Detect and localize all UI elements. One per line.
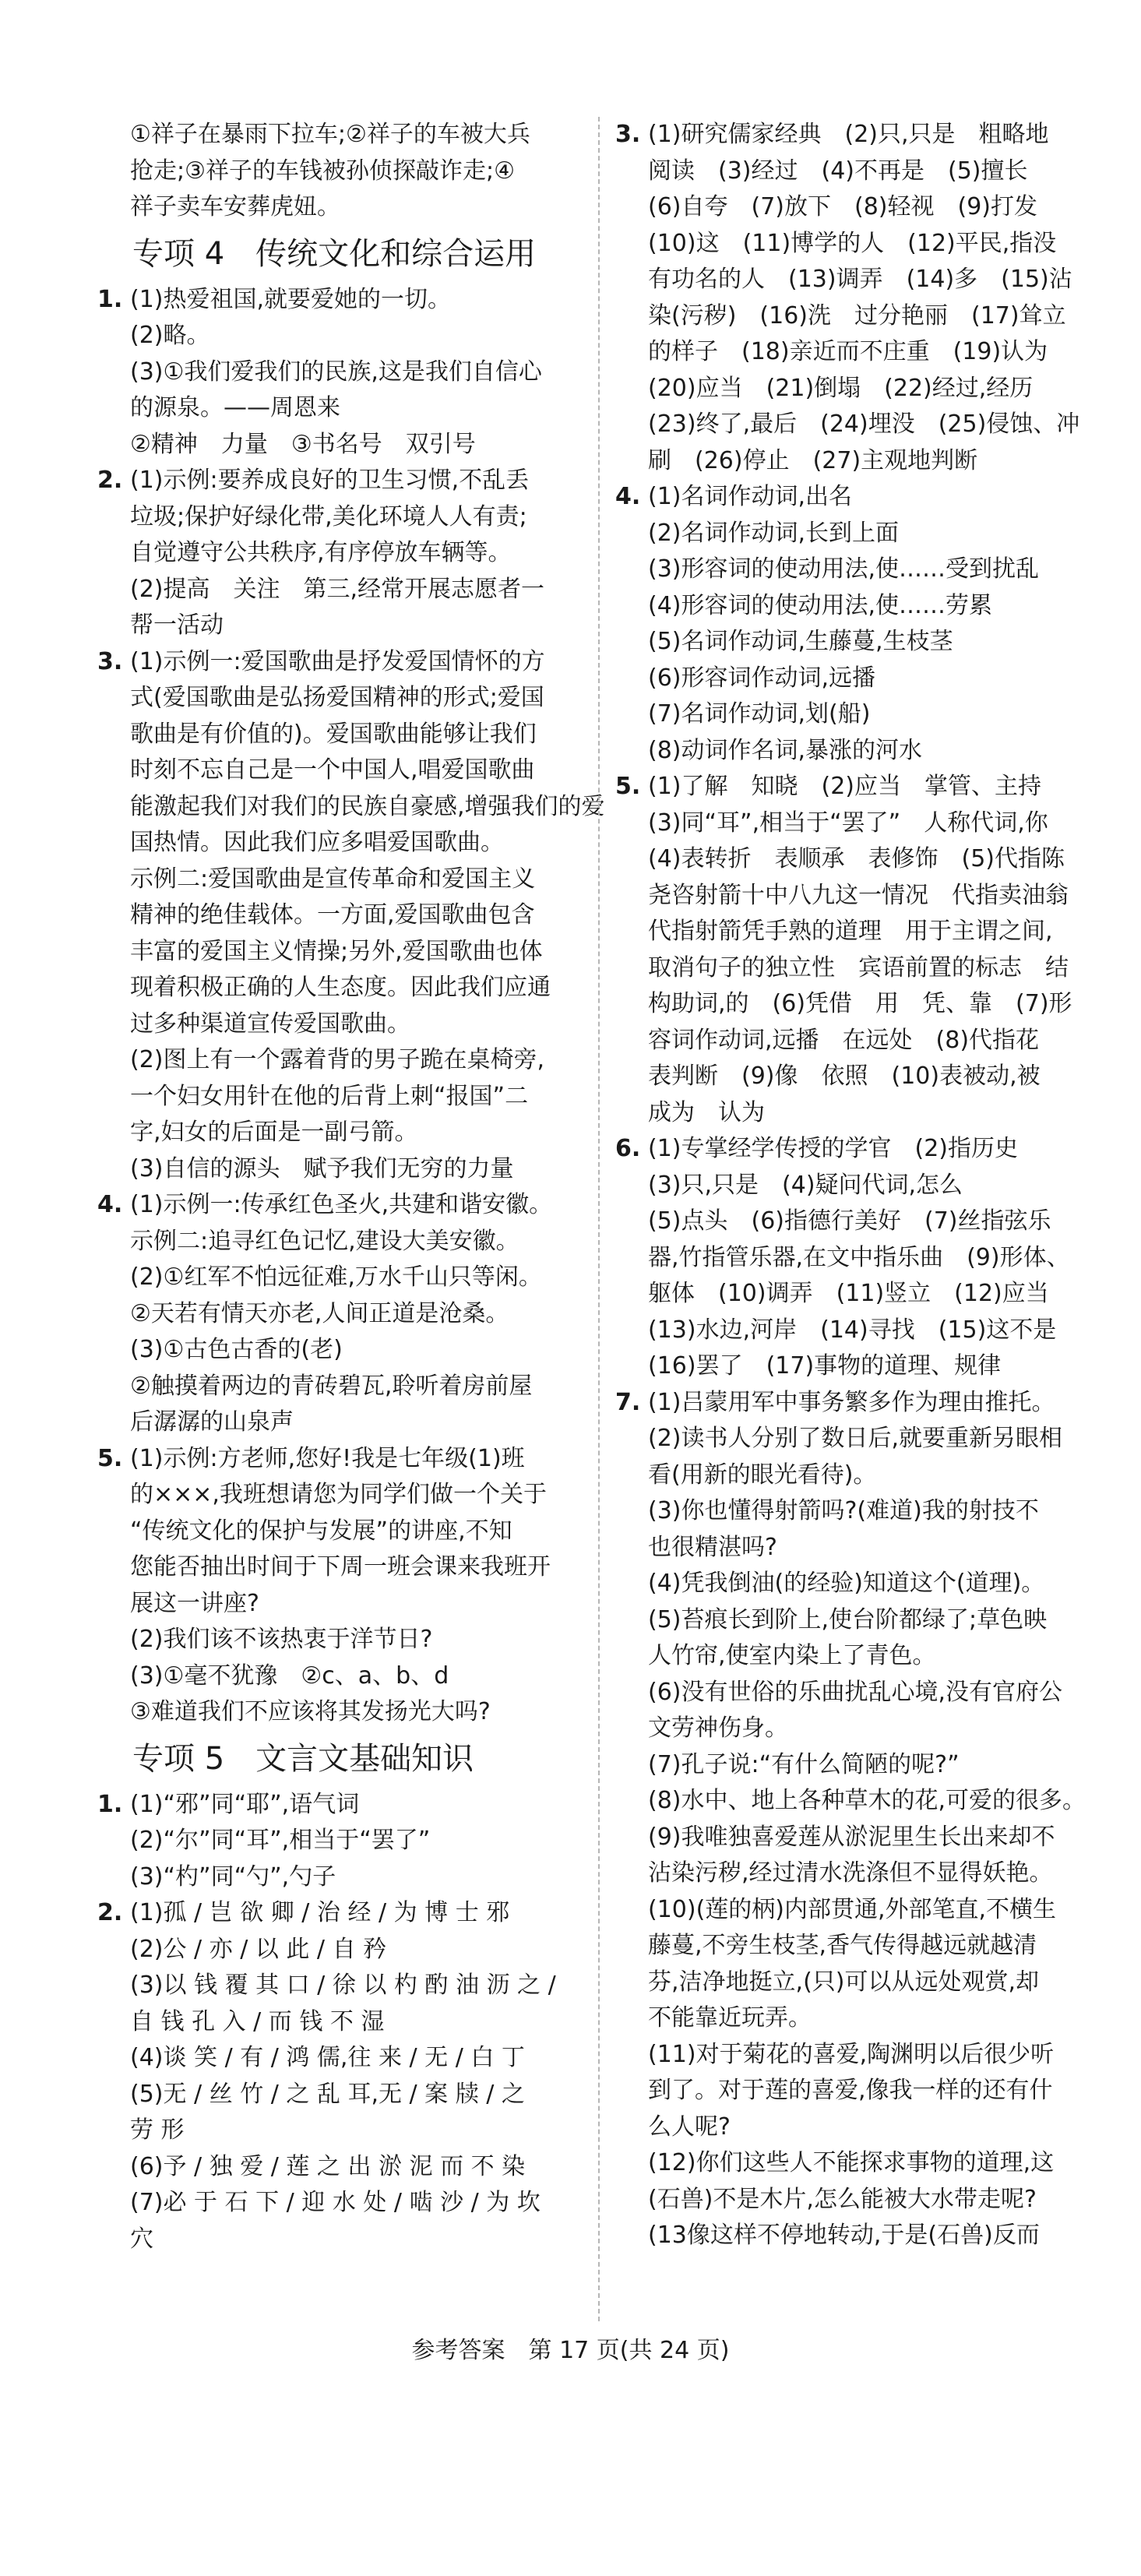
answer-text: 字,妇女的后面是一副弓箭。 bbox=[130, 1119, 418, 1146]
answer-line bbox=[615, 1095, 1094, 1132]
answer-line bbox=[97, 2004, 584, 2041]
answer-text: (1)研究儒家经典 (2)只,只是 粗略地 bbox=[648, 121, 1049, 148]
question-line bbox=[97, 463, 584, 499]
answer-text: 文劳神伤身。 bbox=[648, 1714, 788, 1742]
answer-text: 阅读 (3)经过 (4)不再是 (5)擅长 bbox=[648, 157, 1028, 185]
answer-line bbox=[615, 841, 1094, 878]
answer-line bbox=[615, 407, 1094, 443]
answer-text: (20)应当 (21)倒塌 (22)经过,经历 bbox=[648, 374, 1034, 402]
answer-text: 染(污秽) (16)洗 过分艳丽 (17)耸立 bbox=[648, 301, 1066, 329]
answer-line bbox=[615, 334, 1094, 371]
answer-line bbox=[97, 2113, 584, 2149]
answer-line bbox=[97, 934, 584, 971]
answer-text: 劳 形 bbox=[130, 2116, 185, 2144]
answer-text: (6)予 / 独 爱 / 莲 之 出 淤 泥 而 不 染 bbox=[130, 2152, 526, 2180]
answer-text: (1)孤 / 岂 欲 卿 / 治 经 / 为 博 士 邪 bbox=[130, 1899, 510, 1926]
answer-line bbox=[97, 1369, 584, 1405]
answer-text: 成为 认为 bbox=[648, 1098, 765, 1126]
answer-line bbox=[615, 551, 1094, 588]
question-number: 5. bbox=[97, 1444, 123, 1472]
answer-text: 过多种渠道宣传爱国歌曲。 bbox=[130, 1010, 410, 1038]
answer-text: 穴 bbox=[130, 2225, 153, 2253]
answer-line bbox=[97, 1332, 584, 1369]
answer-text: 展这一讲座? bbox=[130, 1589, 259, 1617]
answer-line bbox=[97, 789, 605, 826]
answer-text: 一个妇女用针在他的后背上刺“报国”二 bbox=[130, 1082, 529, 1110]
answer-line bbox=[97, 1260, 584, 1296]
answer-text: 表判断 (9)像 依照 (10)表被动,被 bbox=[648, 1062, 1041, 1090]
answer-text: 容词作动词,远播 在远处 (8)代指花 bbox=[648, 1026, 1040, 1054]
answer-line bbox=[615, 986, 1094, 1023]
answer-text: ②天若有情天亦老,人间正道是沧桑。 bbox=[130, 1299, 509, 1327]
answer-line bbox=[615, 1928, 1094, 1965]
answer-line bbox=[615, 878, 1094, 914]
answer-text: 不能靠近玩弄。 bbox=[648, 2004, 812, 2032]
answer-text: (2)读书人分别了数日后,就要重新另眼相 bbox=[648, 1425, 1063, 1452]
answer-line bbox=[615, 1168, 1094, 1204]
answer-line bbox=[615, 443, 1094, 480]
question-line bbox=[615, 769, 1094, 805]
question-number: 6. bbox=[615, 1135, 641, 1162]
answer-text: (2)略。 bbox=[130, 322, 210, 349]
answer-line bbox=[97, 1477, 584, 1514]
answer-text: (1)示例:方老师,您好!我是七年级(1)班 bbox=[130, 1444, 525, 1472]
answer-text: ①祥子在暴雨下拉车;②祥子的车被大兵 bbox=[130, 121, 530, 148]
answer-line bbox=[97, 1823, 584, 1859]
answer-text: 器,竹指管乐器,在文中指乐曲 (9)形体、 bbox=[648, 1243, 1070, 1271]
answer-line bbox=[615, 371, 1094, 407]
question-line bbox=[97, 282, 584, 319]
answer-text: (5)苔痕长到阶上,使台阶都绿了;草色映 bbox=[648, 1605, 1048, 1633]
answer-text: 芬,洁净地挺立,(只)可以从远处观赏,却 bbox=[648, 1968, 1040, 1996]
question-line bbox=[97, 1187, 584, 1224]
answer-line bbox=[97, 427, 584, 463]
answer-line bbox=[615, 1820, 1094, 1856]
answer-line bbox=[615, 1457, 1094, 1494]
answer-line bbox=[97, 1622, 584, 1658]
answer-text: 示例二:追寻红色记忆,建设大美安徽。 bbox=[130, 1227, 519, 1255]
answer-text: 现着积极正确的人生态度。因此我们应通 bbox=[130, 974, 551, 1001]
answer-line bbox=[97, 390, 584, 427]
answer-line bbox=[97, 2149, 584, 2186]
left-column bbox=[97, 117, 605, 2257]
answer-text: (7)必 于 石 下 / 迎 水 处 / 啮 沙 / 为 坎 bbox=[130, 2189, 541, 2216]
answer-line bbox=[615, 2073, 1094, 2109]
answer-line bbox=[97, 1514, 584, 1550]
answer-line bbox=[97, 354, 584, 391]
answer-text: (10)这 (11)博学的人 (12)平民,指没 bbox=[648, 229, 1057, 257]
answer-text: 抢走;③祥子的车钱被孙侦探敲诈走;④ bbox=[130, 157, 516, 185]
question-line bbox=[615, 1385, 1094, 1422]
question-number: 1. bbox=[97, 1790, 123, 1818]
answer-text: (1)热爱祖国,就要爱她的一切。 bbox=[130, 285, 452, 313]
answer-line bbox=[97, 1151, 584, 1188]
answer-line bbox=[615, 1747, 1094, 1784]
answer-text: 也很精湛吗? bbox=[648, 1533, 777, 1561]
question-number: 4. bbox=[615, 483, 641, 510]
answer-line bbox=[97, 1296, 584, 1333]
answer-text: (5)名词作动词,生藤蔓,生枝茎 bbox=[648, 628, 953, 655]
answer-line bbox=[615, 2145, 1094, 2182]
answer-text: (1)了解 知晓 (2)应当 掌管、主持 bbox=[648, 773, 1041, 800]
answer-text: (4)凭我倒油(的经验)知道这个(道理)。 bbox=[648, 1570, 1045, 1597]
answer-text: (7)孔子说:“有什么简陋的呢?” bbox=[648, 1750, 960, 1778]
answer-line bbox=[97, 2185, 584, 2222]
answer-line bbox=[97, 717, 584, 753]
answer-text: 看(用新的眼光看待)。 bbox=[648, 1461, 877, 1489]
answer-line bbox=[97, 2222, 584, 2258]
answer-text: (10)(莲的柄)内部贯通,外部笔直,不横生 bbox=[648, 1895, 1057, 1923]
question-number: 2. bbox=[97, 467, 123, 494]
answer-line bbox=[615, 2182, 1094, 2218]
answer-line bbox=[97, 1586, 584, 1623]
answer-line bbox=[97, 2040, 584, 2077]
answer-text: (1)“邪”同“耶”,语气词 bbox=[130, 1790, 360, 1818]
answer-text: 刷 (26)停止 (27)主观地判断 bbox=[648, 446, 978, 474]
answer-line bbox=[615, 1240, 1094, 1277]
page-footer: 参考答案 第 17 页(共 24 页) bbox=[411, 2337, 730, 2364]
answer-text: 自 钱 孔 入 / 而 钱 不 湿 bbox=[130, 2007, 385, 2035]
answer-line bbox=[615, 1023, 1094, 1059]
answer-text: (6)自夸 (7)放下 (8)轻视 (9)打发 bbox=[648, 193, 1037, 220]
answer-line bbox=[615, 1711, 1094, 1747]
answer-text: 精神的绝佳载体。一方面,爱国歌曲包含 bbox=[130, 901, 535, 929]
answer-line bbox=[615, 1493, 1094, 1530]
answer-line bbox=[615, 1783, 1094, 1820]
answer-text: (11)对于菊花的喜爱,陶渊明以后很少听 bbox=[648, 2040, 1055, 2068]
answer-text: 您能否抽出时间于下周一班会课来我班开 bbox=[130, 1553, 551, 1580]
answer-line bbox=[615, 1602, 1094, 1639]
answer-text: (4)谈 笑 / 有 / 鸿 儒,往 来 / 无 / 白 丁 bbox=[130, 2044, 525, 2071]
answer-text: (7)名词作动词,划(船) bbox=[648, 700, 871, 728]
answer-text: (2)名词作动词,长到上面 bbox=[648, 519, 900, 547]
answer-text: 示例二:爱国歌曲是宣传革命和爱国主义 bbox=[130, 865, 536, 893]
answer-line bbox=[615, 805, 1094, 842]
answer-line bbox=[615, 1566, 1094, 1602]
answer-line bbox=[615, 226, 1094, 263]
answer-line bbox=[615, 1530, 1094, 1566]
answer-line bbox=[97, 1042, 584, 1079]
answer-text: (23)终了,最后 (24)埋没 (25)侵蚀、冲 bbox=[648, 411, 1080, 438]
answer-text: (3)你也懂得射箭吗?(难道)我的射技不 bbox=[648, 1497, 1039, 1524]
answer-text: (4)表转折 表顺承 表修饰 (5)代指陈 bbox=[648, 845, 1065, 872]
answer-line bbox=[615, 588, 1094, 625]
answer-line bbox=[97, 1694, 584, 1731]
answer-text: 尧咨射箭十中八九这一情况 代指卖油翁 bbox=[648, 881, 1069, 909]
answer-text: (3)①毫不犹豫 ②c、a、b、d bbox=[130, 1662, 449, 1690]
answer-line bbox=[97, 2077, 584, 2113]
answer-line bbox=[615, 298, 1094, 335]
answer-text: (2)我们该不该热衷于洋节日? bbox=[130, 1626, 433, 1653]
answer-line bbox=[97, 752, 584, 789]
answer-line bbox=[97, 1932, 584, 1968]
answer-line bbox=[615, 1675, 1094, 1711]
question-line bbox=[97, 644, 584, 681]
answer-line bbox=[615, 1638, 1094, 1675]
answer-line bbox=[97, 1404, 584, 1441]
answer-text: 人竹帘,使室内染上了青色。 bbox=[648, 1642, 936, 1669]
answer-line bbox=[97, 1549, 584, 1586]
answer-line bbox=[97, 1224, 584, 1260]
answer-line bbox=[97, 862, 584, 898]
question-line bbox=[615, 1131, 1094, 1168]
answer-text: (8)水中、地上各种草木的花,可爱的很多。 bbox=[648, 1787, 1086, 1814]
question-line bbox=[615, 479, 1094, 516]
answer-text: 歌曲是有价值的)。爱国歌曲能够让我们 bbox=[130, 720, 537, 748]
answer-text: (1)名词作动词,出名 bbox=[648, 483, 853, 510]
answer-text: 丰富的爱国主义情操;另外,爱国歌曲也体 bbox=[130, 937, 543, 965]
answer-text: 代指射箭凭手熟的道理 用于主谓之间, bbox=[648, 918, 1053, 945]
answer-line bbox=[97, 535, 584, 572]
answer-line bbox=[615, 1421, 1094, 1457]
answer-text: (2)“尔”同“耳”,相当于“罢了” bbox=[130, 1827, 431, 1854]
answer-text: (3)只,只是 (4)疑问代词,怎么 bbox=[648, 1171, 963, 1199]
section-title: 专项 4 传统文化和综合运用 bbox=[132, 235, 537, 272]
answer-text: (5)无 / 丝 竹 / 之 乱 耳,无 / 案 牍 / 之 bbox=[130, 2080, 525, 2108]
answer-line bbox=[615, 1203, 1094, 1240]
answer-text: (12)你们这些人不能探求事物的道理,这 bbox=[648, 2149, 1055, 2176]
answer-text: (9)我唯独喜爱莲从淤泥里生长出来却不 bbox=[648, 1823, 1055, 1851]
answer-text: (1)示例一:爱国歌曲是抒发爱国情怀的方 bbox=[130, 647, 545, 675]
answer-text: (8)动词作名词,暴涨的河水 bbox=[648, 736, 923, 764]
answer-text: 式(爱国歌曲是弘扬爱国精神的形式;爱国 bbox=[130, 684, 544, 711]
question-number: 2. bbox=[97, 1899, 123, 1926]
answer-line bbox=[615, 2218, 1094, 2254]
question-number: 3. bbox=[97, 647, 123, 675]
answer-text: “传统文化的保护与发展”的讲座,不知 bbox=[130, 1517, 512, 1545]
answer-text: (2)公 / 亦 / 以 此 / 自 矜 bbox=[130, 1935, 387, 1963]
question-line bbox=[615, 117, 1094, 153]
answer-line bbox=[97, 318, 584, 354]
answer-line bbox=[615, 262, 1094, 298]
answer-text: 时刻不忘自己是一个中国人,唱爱国歌曲 bbox=[130, 756, 535, 784]
answer-line bbox=[97, 1968, 584, 2004]
answer-line bbox=[615, 733, 1094, 770]
answer-text: 的源泉。——周恩来 bbox=[130, 394, 340, 421]
answer-text: (6)没有世俗的乐曲扰乱心境,没有官府公 bbox=[648, 1678, 1063, 1706]
answer-line bbox=[97, 970, 584, 1006]
question-number: 3. bbox=[615, 121, 641, 148]
answer-line bbox=[615, 2000, 1094, 2037]
answer-line bbox=[615, 1965, 1094, 2001]
answer-line bbox=[97, 680, 584, 717]
answer-text: 沾染污秽,经过清水洗涤但不显得妖艳。 bbox=[648, 1859, 1053, 1887]
answer-line bbox=[615, 1855, 1094, 1892]
right-column bbox=[615, 117, 1094, 2254]
answer-text: 的样子 (18)亲近而不庄重 (19)认为 bbox=[648, 338, 1048, 365]
answer-text: (13像这样不停地转动,于是(石兽)反而 bbox=[648, 2222, 1040, 2249]
question-line bbox=[97, 1787, 584, 1824]
answer-text: (1)示例一:传承红色圣火,共建和谐安徽。 bbox=[130, 1191, 553, 1218]
question-number: 4. bbox=[97, 1191, 123, 1218]
column-divider bbox=[598, 117, 600, 2321]
answer-line bbox=[97, 499, 584, 536]
answer-line bbox=[97, 189, 584, 226]
answer-text: (6)形容词作动词,远播 bbox=[648, 664, 876, 692]
answer-line bbox=[615, 189, 1094, 226]
answer-text: (3)“杓”同“勺”,勺子 bbox=[130, 1862, 336, 1891]
answer-text: 垃圾;保护好绿化带,美化环境人人有责; bbox=[130, 502, 527, 530]
answer-line bbox=[615, 950, 1094, 987]
answer-text: 自觉遵守公共秩序,有序停放车辆等。 bbox=[130, 539, 512, 566]
answer-text: (3)以 钱 覆 其 口 / 徐 以 杓 酌 油 沥 之 / bbox=[130, 1972, 556, 1999]
answer-line bbox=[97, 117, 584, 153]
answer-text: 有功名的人 (13)调弄 (14)多 (15)沾 bbox=[648, 266, 1072, 293]
answer-text: 取消句子的独立性 宾语前置的标志 结 bbox=[648, 953, 1069, 981]
answer-line bbox=[615, 1348, 1094, 1385]
answer-line bbox=[97, 153, 584, 190]
answer-line bbox=[615, 2109, 1094, 2146]
answer-text: (1)吕蒙用军中事务繁多作为理由推托。 bbox=[648, 1388, 1055, 1416]
answer-text: (1)示例:要养成良好的卫生习惯,不乱丢 bbox=[130, 467, 530, 494]
answer-line bbox=[615, 153, 1094, 190]
answer-text: (2)提高 关注 第三,经常开展志愿者一 bbox=[130, 575, 545, 603]
answer-text: 帮一活动 bbox=[130, 611, 224, 639]
answer-text: (3)①我们爱我们的民族,这是我们自信心 bbox=[130, 358, 542, 386]
answer-line bbox=[97, 572, 584, 608]
answer-text: 能激起我们对我们的民族自豪感,增强我们的爱 bbox=[130, 792, 605, 820]
answer-line bbox=[615, 624, 1094, 661]
question-line bbox=[97, 1441, 584, 1478]
answer-text: (石兽)不是木片,怎么能被大水带走呢? bbox=[648, 2185, 1037, 2213]
answer-text: 后潺潺的山泉声 bbox=[130, 1408, 294, 1436]
answer-line bbox=[97, 608, 584, 644]
answer-text: (4)形容词的使动用法,使……劳累 bbox=[648, 591, 993, 619]
answer-text: 国热情。因此我们应多唱爱国歌曲。 bbox=[130, 829, 504, 856]
question-number: 1. bbox=[97, 285, 123, 313]
answer-text: (3)同“耳”,相当于“罢了” 人称代词,你 bbox=[648, 809, 1048, 837]
answer-text: 到了。对于莲的喜爱,像我一样的还有什 bbox=[648, 2077, 1053, 2104]
answer-line bbox=[615, 914, 1094, 950]
answer-line bbox=[97, 825, 584, 862]
answer-text: (3)①古色古香的(老) bbox=[130, 1336, 343, 1363]
answer-line bbox=[97, 897, 584, 934]
answer-line bbox=[97, 1859, 584, 1896]
question-number: 5. bbox=[615, 773, 641, 800]
answer-text: ②触摸着两边的青砖碧瓦,聆听着房前屋 bbox=[130, 1372, 533, 1400]
answer-text: 么人呢? bbox=[648, 2113, 731, 2141]
answer-text: 构助词,的 (6)凭借 用 凭、靠 (7)形 bbox=[648, 990, 1072, 1017]
answer-line bbox=[615, 1892, 1094, 1929]
answer-text: ②精神 力量 ③书名号 双引号 bbox=[130, 430, 476, 458]
question-line bbox=[97, 1895, 584, 1932]
answer-text: (3)自信的源头 赋予我们无穷的力量 bbox=[130, 1154, 514, 1182]
answer-text: 的×××,我班想请您为同学们做一个关于 bbox=[130, 1481, 547, 1508]
answer-text: (2)①红军不怕远征难,万水千山只等闲。 bbox=[130, 1263, 542, 1291]
answer-text: 祥子卖车安葬虎妞。 bbox=[130, 193, 340, 220]
answer-line bbox=[97, 1658, 584, 1695]
answer-line bbox=[615, 516, 1094, 552]
answer-text: (5)点头 (6)指德行美好 (7)丝指弦乐 bbox=[648, 1207, 1051, 1235]
answer-text: 躯体 (10)调弄 (11)竖立 (12)应当 bbox=[648, 1280, 1049, 1307]
answer-text: (2)图上有一个露着背的男子跪在桌椅旁, bbox=[130, 1046, 545, 1073]
answer-text: 藤蔓,不旁生枝茎,香气传得越远就越清 bbox=[648, 1932, 1037, 1959]
question-number: 7. bbox=[615, 1388, 641, 1416]
answer-line bbox=[97, 1115, 584, 1151]
answer-text: (1)专掌经学传授的学官 (2)指历史 bbox=[648, 1135, 1018, 1162]
answer-text: (16)罢了 (17)事物的道理、规律 bbox=[648, 1352, 1002, 1380]
answer-line bbox=[615, 1313, 1094, 1349]
answer-text: (13)水边,河岸 (14)寻找 (15)这不是 bbox=[648, 1316, 1057, 1344]
answer-text: ③难道我们不应该将其发扬光大吗? bbox=[130, 1698, 491, 1725]
answer-line bbox=[615, 1059, 1094, 1095]
section-title: 专项 5 文言文基础知识 bbox=[132, 1740, 474, 1777]
answer-line bbox=[615, 2037, 1094, 2074]
answer-line bbox=[615, 661, 1094, 697]
answer-line bbox=[97, 1079, 584, 1115]
answer-line bbox=[615, 1276, 1094, 1313]
answer-line bbox=[97, 1006, 584, 1043]
answer-text: (3)形容词的使动用法,使……受到扰乱 bbox=[648, 555, 1040, 583]
answer-line bbox=[615, 696, 1094, 733]
